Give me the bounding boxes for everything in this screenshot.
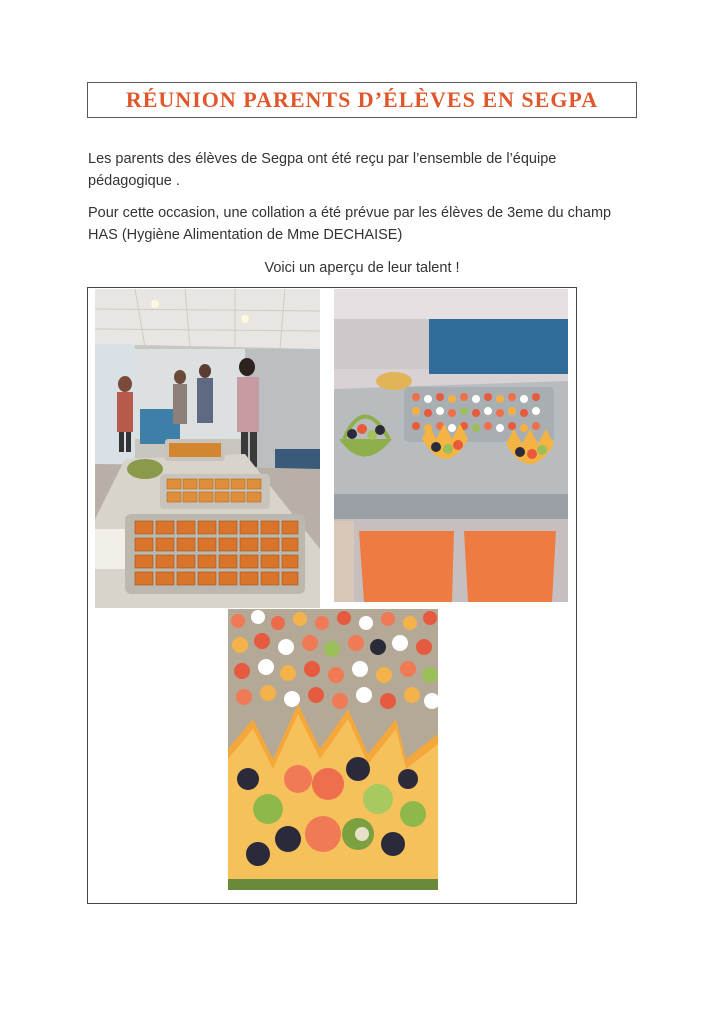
paragraph-intro: Les parents des élèves de Segpa ont été reçu par l’ensemble de l’équipe pédagogique .	[88, 151, 557, 189]
fruit-closeup-photo	[228, 609, 438, 890]
paragraph-preview: Voici un aperçu de leur talent !	[264, 260, 460, 276]
buffet-room-photo	[95, 289, 320, 608]
title-box	[87, 82, 637, 118]
page-title: RÉUNION PARENTS D’ÉLÈVES EN SEGPA	[125, 87, 599, 112]
fruit-baskets-photo	[334, 289, 568, 602]
paragraph-collation: Pour cette occasion, une collation a été prévue par les élèves de 3eme du champ HAS (Hygiène Alimentation de Mme DECHAISE)	[88, 205, 612, 243]
